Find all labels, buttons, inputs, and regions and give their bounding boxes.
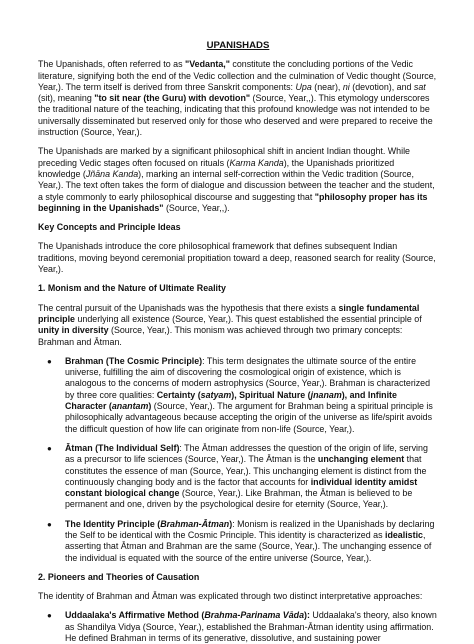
pioneers-paragraph bbox=[38, 591, 438, 602]
text-run: that constitutes the essence of man (Source, Year,). This unchanging element is distinct from the continuously changing body and is the factor that accounts for bbox=[65, 454, 427, 487]
text-run: , asserting that Ātman and Brahman are the same (Source, Year,). The unchanging essence of the individual is equated with the source of the entire universe (Source, Year,). bbox=[65, 529, 432, 563]
text-run: (Source, Year,). Like Brahman, the Ātman is believed to be permanent and one, driven by the psychological desire for eternity (Source, Year,). bbox=[65, 488, 413, 510]
text-run: The identity of Brahman and Ātman was explicated through two distinct interpretative approaches: bbox=[38, 591, 423, 602]
document-title: UPANISHADS bbox=[206, 40, 270, 51]
text-run: "philosophy proper has its beginning in the Upanishads" bbox=[38, 191, 428, 213]
text-run bbox=[201, 390, 232, 400]
section-heading-monism: 1. Monism and the Nature of Ultimate Reality bbox=[38, 283, 226, 294]
text-run: sat bbox=[413, 81, 426, 92]
text-run: Brahman-Ātman bbox=[160, 518, 230, 529]
text-run: ) bbox=[148, 401, 152, 412]
text-run: : The Ātman addresses the question of the origin of life, serving as a precursor to life sciences (Source, Year,). The Ātman is the bbox=[65, 442, 428, 465]
text-run: Certainty ( bbox=[156, 389, 201, 400]
text-run bbox=[311, 390, 342, 400]
text-run: individual identity amidst constant biological change bbox=[65, 476, 418, 499]
text-run: ni bbox=[342, 81, 350, 92]
text-run: Ātman (The Individual Self) bbox=[65, 442, 180, 453]
text-run: The Identity Principle ( bbox=[65, 518, 161, 529]
text-run: (near), bbox=[311, 81, 343, 92]
monism-bullet-list bbox=[38, 356, 438, 564]
text-run: (Source, Year,,). This etymology underscores the traditional nature of the teaching, indicating that this profound knowledge was not intended to be universally disseminated but reserved only for those who deserved and were prepared to receive the instruction (Source, Year,). bbox=[38, 93, 433, 138]
text-run: ), the Upanishads prioritized knowledge ( bbox=[38, 157, 395, 179]
bullet-brahman bbox=[38, 356, 438, 435]
text-run: Brahman (The Cosmic Principle) bbox=[65, 355, 203, 366]
intro-paragraph-1 bbox=[38, 59, 438, 138]
text-run: Upa bbox=[295, 81, 312, 92]
text-run: The Upanishads are marked by a significant philosophical shift in ancient Indian thought. While preceding Vedic stages often focused on rituals ( bbox=[38, 146, 410, 168]
text-run: (Source, Year,,). bbox=[163, 202, 230, 213]
text-run: : Monism is realized in the Upanishads by declaring the Self to be identical with the Cosmic Principle. This identity is characterized as bbox=[65, 518, 435, 540]
text-run: Uddaalaka's theory, also known as Shandilya Vidya (Source, Year,), established the Brahman-Ātman identity using affirmation. He defined Brahman in terms of its generative, dissolutive, and sustaining power bbox=[65, 610, 437, 644]
text-run: anantam bbox=[111, 401, 149, 412]
text-run: ): bbox=[304, 610, 310, 621]
text-run: (Source, Year,). The argument for Brahman being a spiritual principle is philosophically advantageous because accepting the origin of the universe as life/spirit avoids the difficult question of how life can originate from non-life (Source, Year,). bbox=[65, 401, 433, 434]
text-run: satyam bbox=[200, 389, 232, 400]
text-run: : This term designates the ultimate source of the entire universe, fulfilling the aim of discovering the cosmological origin of existence, which is analogous to the concerns of modern astrophysics (Source, Year,). Brahman is characterized by three core qualities: bbox=[65, 355, 431, 400]
text-run: "to sit near (the Guru) with devotion" bbox=[94, 93, 251, 104]
text-run: ), and Infinite Character ( bbox=[65, 389, 397, 412]
key-concepts-paragraph bbox=[38, 241, 438, 275]
text-run: ), marking an internal self-correction within the Vedic tradition (Source, Year,). The text often takes the form of dialogue and discussion between the teacher and the student, a style commonly to early philosophical discourse and suggesting that bbox=[38, 168, 435, 202]
text-run: (Source, Year,). This monism was achieved through two primary concepts: Brahman and Ātman. bbox=[38, 325, 403, 347]
bullet-identity-principle bbox=[38, 519, 438, 564]
text-run: Jñāna Kanda bbox=[85, 168, 139, 179]
text-run: jnanam bbox=[310, 389, 342, 400]
text-run: idealistic bbox=[384, 529, 423, 540]
text-run bbox=[111, 401, 152, 412]
bullet-uddaalaka bbox=[38, 610, 438, 644]
text-run: The Upanishads introduce the core philosophical framework that defines subsequent Indian traditions, moving beyond ceremonial propitiation toward a deep, reasoned search for reality (Source, Year,). bbox=[38, 241, 436, 275]
text-run: "Vedanta," bbox=[185, 59, 230, 70]
pioneers-bullet-list bbox=[38, 610, 438, 644]
text-run bbox=[204, 610, 304, 620]
section-heading-pioneers: 2. Pioneers and Theories of Causation bbox=[38, 571, 200, 582]
text-run: constitute the concluding portions of the Vedic literature, signifying both the end of the Vedic collection and the culmination of Vedic thought (Source, Year,). The term itself is derived from three Sanskrit components: bbox=[38, 59, 437, 92]
text-run: unchanging element bbox=[317, 454, 405, 465]
text-run: underlying all existence (Source, Year,). This quest established the essential principle of bbox=[75, 313, 422, 324]
text-run: Brahma-Parinama Vāda bbox=[204, 610, 305, 621]
text-run: unity in diversity bbox=[38, 325, 109, 336]
bullet-atman bbox=[38, 443, 438, 511]
section-heading-key-concepts: Key Concepts and Principle Ideas bbox=[38, 222, 181, 233]
text-run: The Upanishads, often referred to as bbox=[38, 59, 186, 70]
text-run: (devotion), and bbox=[349, 81, 414, 92]
text-run: ), Spiritual Nature ( bbox=[231, 389, 311, 400]
text-run: The central pursuit of the Upanishads was the hypothesis that there exists a bbox=[38, 302, 339, 313]
text-run: ) bbox=[229, 518, 233, 529]
monism-paragraph bbox=[38, 303, 438, 348]
text-run: Uddaalaka's Affirmative Method ( bbox=[65, 610, 205, 621]
text-run: single fundamental principle bbox=[38, 302, 420, 324]
text-run: (sit), meaning bbox=[38, 93, 95, 104]
text-run bbox=[160, 519, 229, 529]
text-run: Karma Kanda bbox=[229, 157, 284, 168]
intro-paragraph-2 bbox=[38, 146, 438, 214]
